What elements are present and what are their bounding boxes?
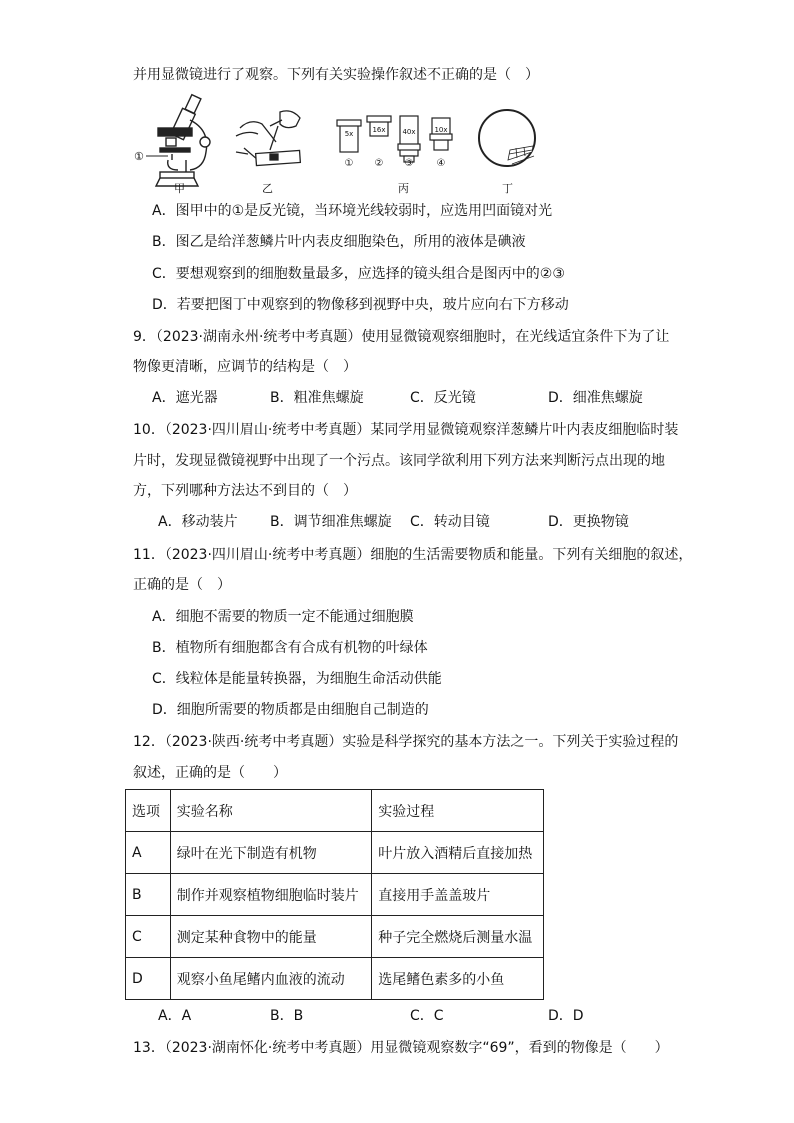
q11-stem-line-1: 11．（2023·四川眉山·统考中考真题）细胞的生活需要物质和能量。下列有关细胞的叙述，	[133, 547, 693, 563]
lens-mark-1: 5x	[344, 130, 354, 138]
q12-option-d: D．D	[548, 1008, 584, 1024]
lens-mark-3: 40x	[402, 128, 416, 136]
microscope-drawing	[156, 95, 210, 186]
q9-option-b: B．粗准焦螺旋	[270, 390, 364, 406]
figure-label-yi: 乙	[262, 182, 273, 195]
q12-option-c: C．C	[410, 1008, 444, 1024]
table-row	[126, 916, 544, 958]
q8-option-b: B．图乙是给洋葱鳞片叶内表皮细胞染色，所用的液体是碘液	[152, 234, 526, 250]
q10-option-b: B．调节细准焦螺旋	[270, 514, 392, 530]
q10-stem-line-1: 10．（2023·四川眉山·统考中考真题）某同学用显微镜观察洋葱鳞片叶内表皮细胞临时装	[133, 422, 679, 438]
question-8-stem-end: 并用显微镜进行了观察。下列有关实验操作叙述不正确的是（ ）	[133, 67, 539, 83]
q9-stem-line-2: 物像更清晰，应调节的结构是（ ）	[133, 359, 357, 375]
lens-mark-4: 10x	[434, 126, 448, 134]
figure-label-bing: 丙	[398, 182, 409, 195]
table-row	[126, 958, 544, 1000]
table-cell: 选尾鳍色素多的小鱼	[372, 958, 544, 1000]
q11-option-c: C．线粒体是能量转换器，为细胞生命活动供能	[152, 671, 442, 687]
table-cell: D	[126, 958, 171, 1000]
experiment-table	[125, 789, 544, 1000]
q12-stem-line-1: 12．（2023·陕西·统考中考真题）实验是科学探究的基本方法之一。下列关于实验过程的	[133, 734, 679, 750]
table-header-row	[126, 790, 544, 832]
table-row	[126, 874, 544, 916]
lens-number-3: ③	[404, 158, 414, 169]
q9-stem-line-1: 9．（2023·湖南永州·统考中考真题）使用显微镜观察细胞时，在光线适宜条件下为了让	[133, 329, 670, 345]
table-header-cell: 实验过程	[372, 790, 544, 832]
figure-label-jia: 甲	[174, 182, 185, 195]
q8-option-d: D．若要把图丁中观察到的物像移到视野中央，玻片应向右下方移动	[152, 297, 569, 313]
q10-stem-line-2: 片时，发现显微镜视野中出现了一个污点。该同学欲利用下列方法来判断污点出现的地	[133, 453, 665, 469]
lens-number-1: ①	[344, 158, 354, 169]
q9-option-a: A．遮光器	[152, 390, 218, 406]
q9-option-d: D．细准焦螺旋	[548, 390, 643, 406]
q12-stem-line-2: 叙述，正确的是（ ）	[133, 765, 287, 781]
lens-number-4: ④	[436, 158, 446, 169]
q8-option-c: C．要想观察到的细胞数量最多，应选择的镜头组合是图丙中的②③	[152, 266, 565, 282]
table-header-cell: 选项	[126, 790, 171, 832]
table-cell: 叶片放入酒精后直接加热	[372, 832, 544, 874]
q11-option-d: D．细胞所需要的物质都是由细胞自己制造的	[152, 702, 429, 718]
q11-option-b: B．植物所有细胞都含有合成有机物的叶绿体	[152, 640, 428, 656]
table-row	[126, 832, 544, 874]
microscope-figure	[0, 90, 794, 290]
table-cell: 观察小鱼尾鳍内血液的流动	[170, 958, 371, 1000]
table-cell: 绿叶在光下制造有机物	[170, 832, 371, 874]
q11-option-a: A．细胞不需要的物质一定不能通过细胞膜	[152, 609, 414, 625]
q10-option-a: A．移动装片	[158, 514, 238, 530]
table-cell: 直接用手盖盖玻片	[372, 874, 544, 916]
figure-label-ding: 丁	[502, 182, 513, 195]
table-cell: A	[126, 832, 171, 874]
table-cell: 种子完全燃烧后测量水温	[372, 916, 544, 958]
staining-drawing	[236, 111, 300, 166]
q12-option-b: B．B	[270, 1008, 304, 1024]
table-cell: B	[126, 874, 171, 916]
lens-mark-2: 16x	[372, 126, 386, 134]
q10-option-d: D．更换物镜	[548, 514, 629, 530]
table-cell: 测定某种食物中的能量	[170, 916, 371, 958]
q12-option-a: A．A	[158, 1008, 192, 1024]
q13-stem-line-1: 13．（2023·湖南怀化·统考中考真题）用显微镜观察数字“69”，看到的物像是（ ）	[133, 1040, 669, 1056]
q10-stem-line-3: 方，下列哪种方法达不到目的（ ）	[133, 483, 357, 499]
q9-option-c: C．反光镜	[410, 390, 476, 406]
table-cell: C	[126, 916, 171, 958]
q11-stem-line-2: 正确的是（ ）	[133, 577, 231, 593]
table-cell: 制作并观察植物细胞临时装片	[170, 874, 371, 916]
q10-option-c: C．转动目镜	[410, 514, 490, 530]
lenses-drawing	[337, 116, 452, 162]
mirror-marker: ①	[134, 150, 144, 163]
view-circle-drawing	[479, 110, 535, 166]
q8-option-a: A．图甲中的①是反光镜，当环境光线较弱时，应选用凹面镜对光	[152, 203, 553, 219]
table-header-cell: 实验名称	[170, 790, 371, 832]
lens-number-2: ②	[374, 158, 384, 169]
